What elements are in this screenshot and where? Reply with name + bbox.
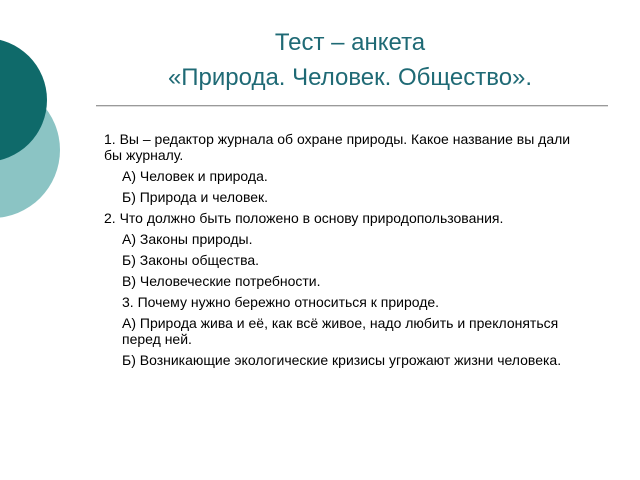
answer-3a: А) Природа жива и её, как всё живое, надо любить и преклоняться перед ней. [122,315,559,347]
question-1: 1. Вы – редактор журнала об охране природы. Какое название вы дали бы журналу. [104,131,571,163]
questionnaire-body [104,131,584,368]
decorative-circles [0,0,70,260]
slide-title-line-1: Тест – анкета [274,29,426,56]
question-2: 2. Что должно быть положено в основу природопользования. [104,210,504,226]
title-divider [96,105,608,107]
question-3: 3. Почему нужно бережно относиться к природе. [122,294,440,310]
answer-3b: Б) Возникающие экологические кризисы угрожают жизни человека. [122,352,562,368]
answer-2c: В) Человеческие потребности. [122,273,321,289]
answer-2a: А) Законы природы. [122,231,253,247]
slide-title-line-2: «Природа. Человек. Общество». [167,64,533,91]
answer-2b: Б) Законы общества. [122,252,260,268]
answer-1b: Б) Природа и человек. [122,189,269,205]
answer-1a: А) Человек и природа. [122,168,268,184]
